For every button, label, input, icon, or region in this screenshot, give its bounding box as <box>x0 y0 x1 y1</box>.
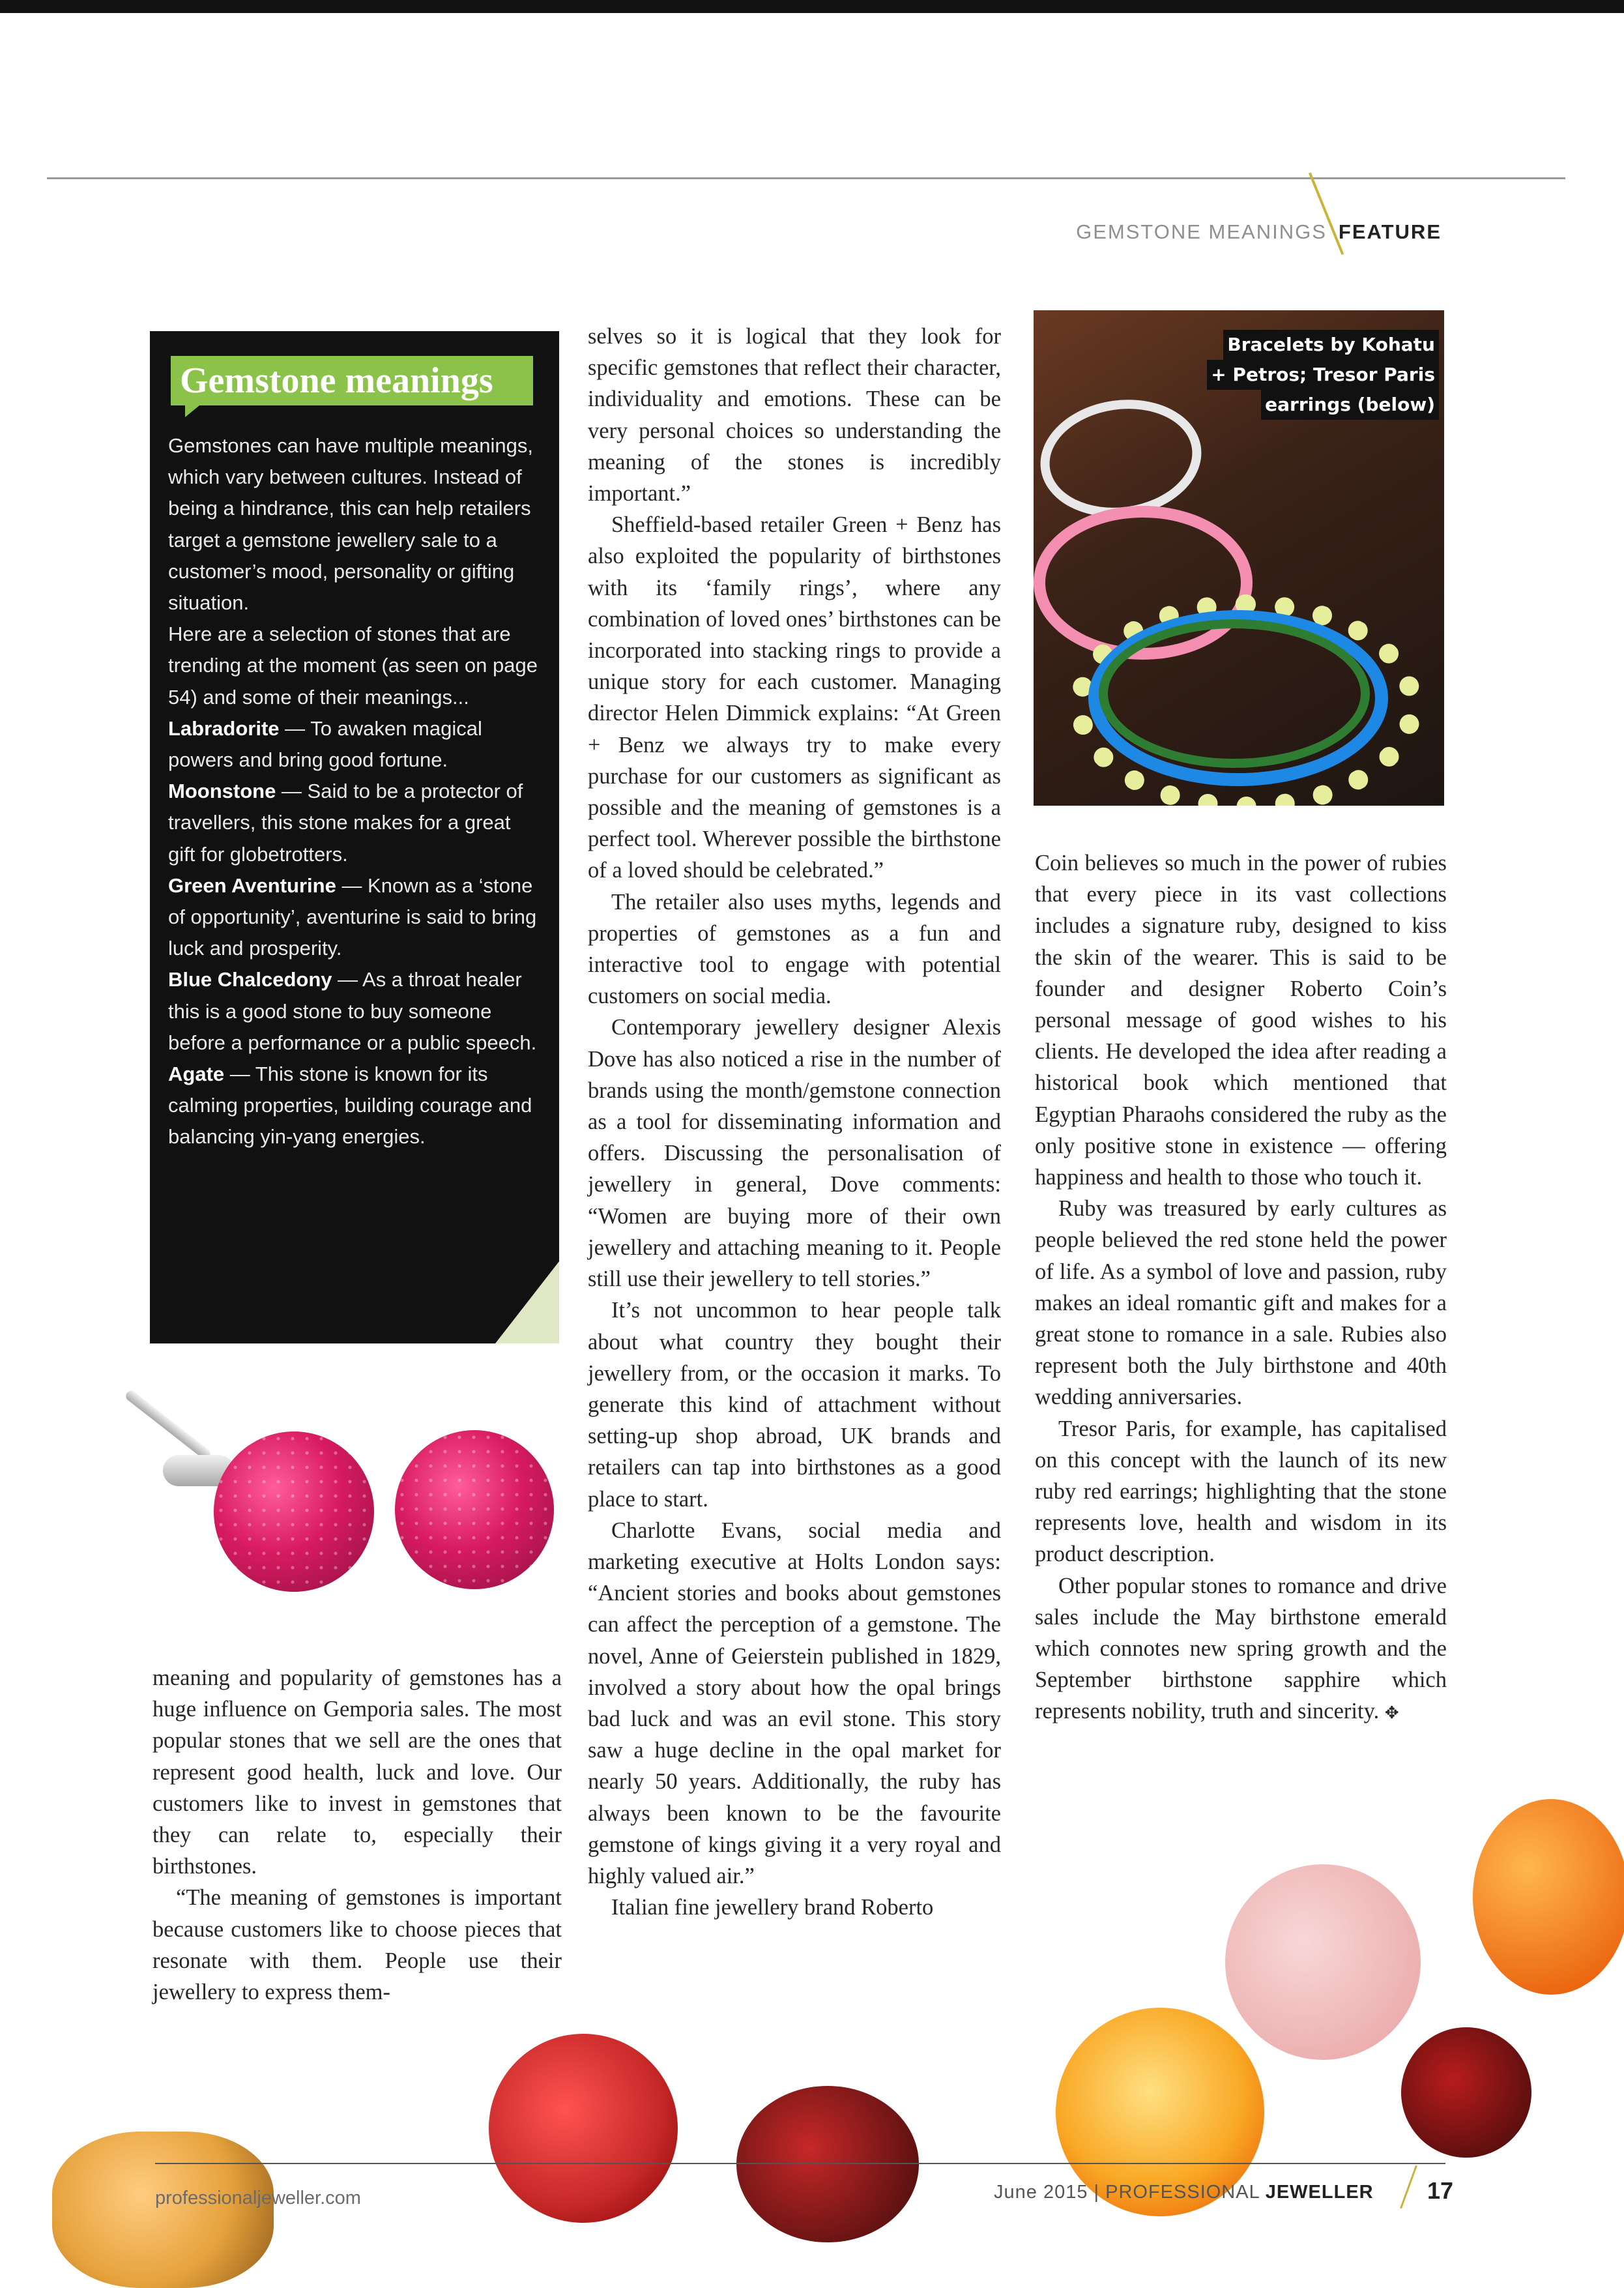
top-rule <box>47 177 1565 179</box>
end-mark-icon: ✥ <box>1384 1703 1399 1723</box>
section-label: FEATURE <box>1338 220 1442 243</box>
section-header <box>1076 220 1442 244</box>
stone-entry: Green Aventurine — Known as a ‘stone of opportunity’, aventurine is said to bring luck and prosperity. <box>168 873 537 960</box>
sidebar-text <box>168 430 540 1153</box>
section-name: GEMSTONE MEANINGS <box>1076 220 1327 243</box>
bracelets-photo <box>1034 310 1444 806</box>
paragraph: The retailer also uses myths, legends and properties of gemstones as a fun and interactive tool to engage with potential customers on social media. <box>588 889 1001 1009</box>
stone-entry: Agate — This stone is known for its calming properties, building courage and balancing yin-yang energies. <box>168 1063 532 1149</box>
page-number: 17 <box>1427 2177 1454 2204</box>
sidebar-intro2: Here are a selection of stones that are trending at the moment (as seen on page 54) and some of their meanings... <box>168 623 538 709</box>
paragraph: Coin believes so much in the power of rubies that every piece in its vast collections includes a signature ruby, designed to kiss the skin of the wearer. This is said to be founder and designer Roberto Coin’s personal message of good wishes to his clients. He developed the idea after reading a historical book which mentioned that Egyptian Pharaohs considered the ruby as the only positive stone in existence — offering happiness and health to those who touch it. <box>1035 851 1447 1190</box>
paragraph: Other popular stones to romance and drive sales include the May birthstone emerald which connotes new spring growth and the September birthstone sapphire which represents nobility, truth and sincerity. ✥ <box>1035 1573 1447 1724</box>
paragraph: Ruby was treasured by early cultures as people believed the red stone held the power of life. As a symbol of love and passion, ruby makes an ideal romantic gift and makes for a great stone to romance in a sale. Rubies also represent both the July birthstone and 40th wedding anniversaries. <box>1035 1196 1447 1410</box>
footer-slash <box>1400 2165 1417 2209</box>
stone-entry: Moonstone — Said to be a protector of travellers, this stone makes for a great gift for globetrotters. <box>168 780 523 866</box>
article-column-3 <box>1035 847 1447 1729</box>
bottom-rule <box>155 2163 1445 2164</box>
stone-entry: Blue Chalcedony — As a throat healer this is a good stone to buy someone before a performance or a public speech. <box>168 968 537 1054</box>
article-column-2 <box>588 321 1001 1923</box>
article-column-1 <box>152 1662 562 2008</box>
paragraph: It’s not uncommon to hear people talk about what country they bought their jewellery from, or the occasion it marks. To generate this kind of attachment without setting-up shop abroad, UK brands and retailers can tap into birthstones as a good place to start. <box>588 1298 1001 1512</box>
paragraph: Tresor Paris, for example, has capitalised on this concept with the launch of its new ruby red earrings; highlighting that the stone represents love, health and wisdom in its product description. <box>1035 1416 1447 1567</box>
paragraph: “The meaning of gemstones is important because customers like to choose pieces that resonate with them. People use their jewellery to express them- <box>152 1885 562 2005</box>
paragraph: meaning and popularity of gemstones has a huge influence on Gemporia sales. The most popular stones that we sell are the ones that represent good health, luck and love. Our customers like to invest in gemstones that they can relate to, especially their birthstones. <box>152 1665 562 1879</box>
paragraph: Contemporary jewellery designer Alexis Dove has also noticed a rise in the number of brands using the month/gemstone connection as a tool for disseminating information and offers. Discussing the personalisation of jewellery in general, Dove comments: “Women are buying more of their own jewellery and attaching meaning to it. People still use their jewellery to tell stories.” <box>588 1015 1001 1292</box>
paragraph: Charlotte Evans, social media and marketing executive at Holts London says: “Ancient stories and books about gemstones can affect the perception of a gemstone. The novel, Anne of Geierstein published in 1829, involved a story about how the opal brings bad luck and was an evil stone. This story saw a huge decline in the opal market for nearly 50 years. Additionally, the ruby has always been known to be the favourite gemstone of kings giving it a very royal and highly valued air.” <box>588 1518 1001 1888</box>
stone-entry: Labradorite — To awaken magical powers and bring good fortune. <box>168 716 482 772</box>
paragraph: selves so it is logical that they look for specific gemstones that reflect their character, individuality and emotions. These can be very personal choices so understanding the meaning of the stones is incredibly important.” <box>588 324 1001 506</box>
photo-caption: Bracelets by Kohatu + Petros; Tresor Paris earrings (below) <box>1207 330 1439 420</box>
paragraph: Italian fine jewellery brand Roberto <box>611 1895 934 1920</box>
sidebar-title: Gemstone meanings <box>171 356 533 405</box>
footer-issue: June 2015 | PROFESSIONAL JEWELLER <box>994 2182 1374 2203</box>
paragraph: Sheffield-based retailer Green + Benz has also exploited the popularity of birthstones with its ‘family rings’, where any combination of loved ones’ birthstones can be incorporated into stacking rings to provide a unique story for each customer. Managing director Helen Dimmick explains: “At Green + Benz we always try to make every purchase for our customers as significant as possible and the meaning of gemstones is a perfect tool. Wherever possible the birthstone of a loved should be celebrated.” <box>588 512 1001 883</box>
sidebar-intro: Gemstones can have multiple meanings, which vary between cultures. Instead of being a hindrance, this can help retailers target a gemstone jewellery sale to a customer’s mood, personality or gifting situation. <box>168 434 534 615</box>
footer-website: professionaljeweller.com <box>155 2188 361 2208</box>
scan-top-edge <box>0 0 1624 13</box>
